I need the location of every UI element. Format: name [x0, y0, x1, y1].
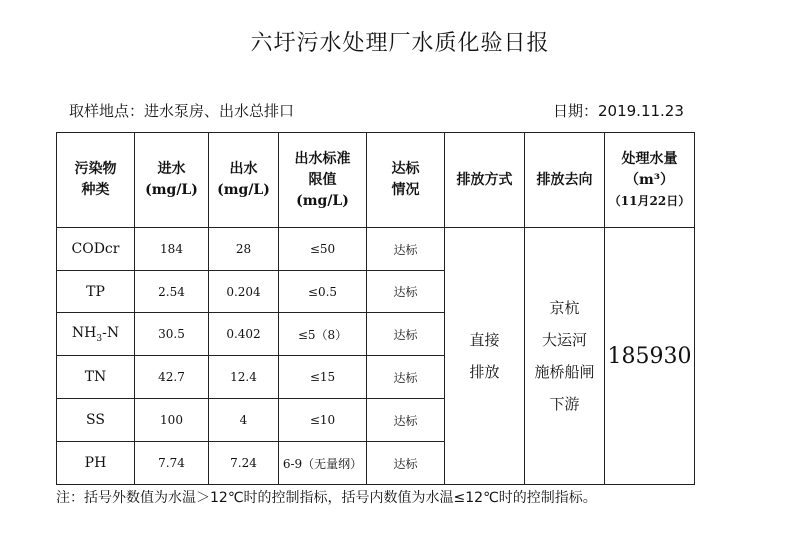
water-quality-table: [56, 132, 695, 485]
influent-cell: 42.7: [135, 356, 209, 399]
header-status: 达标 情况: [367, 133, 445, 228]
param-cell: SS: [57, 399, 135, 442]
header-row: [57, 133, 695, 228]
limit-cell: ≤10: [279, 399, 367, 442]
status-cell: 达标: [367, 271, 445, 313]
discharge-method-cell: 直接 排放: [445, 228, 525, 485]
param-cell: $NH_3-N$: [57, 313, 135, 356]
status-cell: 达标: [367, 228, 445, 271]
status-cell: 达标: [367, 442, 445, 485]
header-influent: 进水 (mg/L): [135, 133, 209, 228]
volume-value-cell: 185930: [605, 228, 695, 485]
status-cell: 达标: [367, 313, 445, 356]
influent-cell: 7.74: [135, 442, 209, 485]
limit-cell: ≤0.5: [279, 271, 367, 313]
influent-cell: 30.5: [135, 313, 209, 356]
limit-cell: 6-9（无量纲）: [279, 442, 367, 485]
sample-location: 取样地点：进水泵房、出水总排口: [69, 102, 295, 120]
effluent-cell: 12.4: [209, 356, 279, 399]
footnote: 注：括号外数值为水温＞12℃时的控制指标，括号内数值为水温≤12℃时的控制指标。: [56, 490, 597, 506]
header-discharge-destination: 排放去向: [525, 133, 605, 228]
table-row: [57, 228, 695, 271]
effluent-cell: 0.402: [209, 313, 279, 356]
report-title: 六圩污水处理厂水质化验日报: [250, 31, 550, 56]
limit-cell: ≤15: [279, 356, 367, 399]
param-cell: TP: [57, 271, 135, 313]
status-cell: 达标: [367, 356, 445, 399]
limit-cell: ≤5（8）: [279, 313, 367, 356]
influent-cell: 100: [135, 399, 209, 442]
status-cell: 达标: [367, 399, 445, 442]
effluent-cell: 7.24: [209, 442, 279, 485]
header-effluent: 出水 (mg/L): [209, 133, 279, 228]
header-volume: 处理水量 （m³） （11月22日）: [605, 133, 695, 228]
header-discharge-method: 排放方式: [445, 133, 525, 228]
influent-cell: 2.54: [135, 271, 209, 313]
header-limit: 出水标准 限值 (mg/L): [279, 133, 367, 228]
effluent-cell: 4: [209, 399, 279, 442]
report-date: 日期：2019.11.23: [553, 102, 684, 120]
influent-cell: 184: [135, 228, 209, 271]
effluent-cell: 0.204: [209, 271, 279, 313]
limit-cell: ≤50: [279, 228, 367, 271]
discharge-destination-cell: 京杭 大运河 施桥船闸 下游: [525, 228, 605, 485]
param-cell: CODcr: [57, 228, 135, 271]
effluent-cell: 28: [209, 228, 279, 271]
header-pollutant: 污染物 种类: [57, 133, 135, 228]
param-cell: TN: [57, 356, 135, 399]
param-cell: PH: [57, 442, 135, 485]
